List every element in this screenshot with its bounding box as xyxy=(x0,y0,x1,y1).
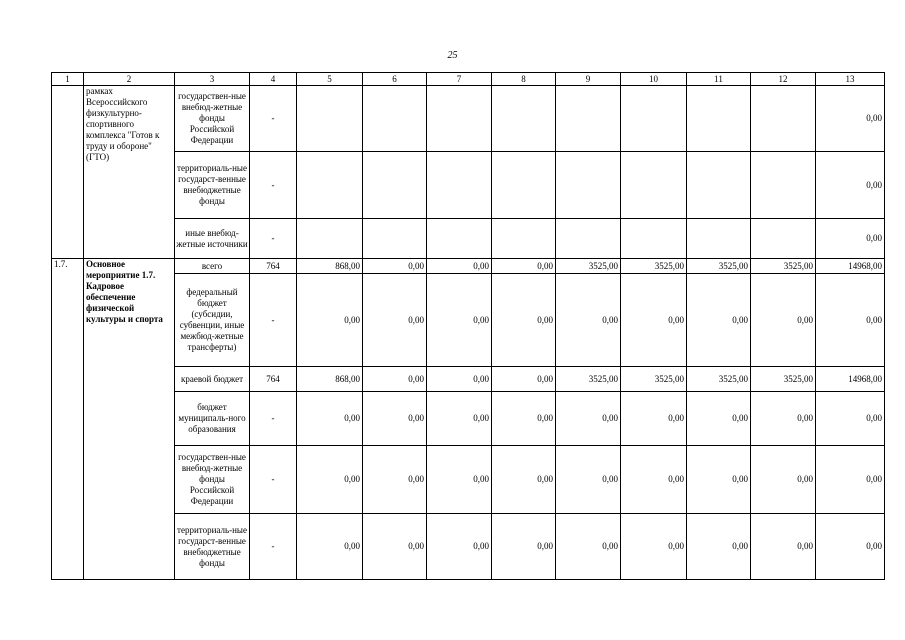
cell: 0,00 xyxy=(297,514,363,580)
table-row xyxy=(52,446,885,514)
cell: 0,00 xyxy=(687,514,751,580)
cell: 0,00 xyxy=(492,446,556,514)
cell: 3525,00 xyxy=(556,367,621,392)
cell: 0,00 xyxy=(621,392,687,446)
funding-source-cell: территориаль-ные государст-венные внебюджетные фонды xyxy=(175,152,250,219)
cell: - xyxy=(250,152,297,219)
cell: 0,00 xyxy=(297,274,363,367)
cell: - xyxy=(250,219,297,259)
cell: 0,00 xyxy=(621,446,687,514)
header-cell: 3 xyxy=(175,73,250,86)
cell: - xyxy=(250,86,297,152)
funding-source-cell: государствен-ные внебюд-жетные фонды Российской Федерации xyxy=(175,446,250,514)
cell: 0,00 xyxy=(816,514,885,580)
cell: 0,00 xyxy=(751,514,816,580)
header-cell: 1 xyxy=(52,73,84,86)
cell: 0,00 xyxy=(556,274,621,367)
table-row xyxy=(52,259,885,274)
table-row xyxy=(52,274,885,367)
cell: 0,00 xyxy=(751,392,816,446)
cell: 3525,00 xyxy=(687,259,751,274)
cell: 0,00 xyxy=(816,274,885,367)
cell: 3525,00 xyxy=(556,259,621,274)
table-row xyxy=(52,392,885,446)
program-name-cell: рамках Всероссийского физкультурно-спортивного комплекса "Готов к труду и обороне" (ГТО) xyxy=(84,86,175,259)
cell: - xyxy=(250,514,297,580)
header-cell: 11 xyxy=(687,73,751,86)
header-cell: 9 xyxy=(556,73,621,86)
cell: - xyxy=(250,392,297,446)
cell: 0,00 xyxy=(687,392,751,446)
cell: 0,00 xyxy=(363,274,427,367)
cell: 14968,00 xyxy=(816,367,885,392)
cell: 3525,00 xyxy=(751,259,816,274)
table-row xyxy=(52,367,885,392)
cell: 0,00 xyxy=(687,446,751,514)
cell: 3525,00 xyxy=(687,367,751,392)
cell: 0,00 xyxy=(621,514,687,580)
cell: 0,00 xyxy=(816,392,885,446)
cell: 0,00 xyxy=(427,392,492,446)
header-cell: 12 xyxy=(751,73,816,86)
cell: 0,00 xyxy=(363,259,427,274)
table-row xyxy=(52,219,885,259)
row-number-cell xyxy=(52,86,84,259)
cell: - xyxy=(250,446,297,514)
cell: 868,00 xyxy=(297,367,363,392)
header-row xyxy=(52,73,885,86)
header-cell: 13 xyxy=(816,73,885,86)
cell: 0,00 xyxy=(492,367,556,392)
cell: 0,00 xyxy=(427,446,492,514)
cell: 0,00 xyxy=(427,367,492,392)
table-row xyxy=(52,152,885,219)
header-cell: 7 xyxy=(427,73,492,86)
program-name-cell: Основное мероприятие 1.7. Кадровое обеспечение физической культуры и спорта xyxy=(84,259,175,580)
row-number-cell: 1.7. xyxy=(52,259,84,580)
funding-source-cell: бюджет муниципаль-ного образования xyxy=(175,392,250,446)
cell: 3525,00 xyxy=(621,367,687,392)
funding-source-cell: всего xyxy=(175,259,250,274)
cell: - xyxy=(250,274,297,367)
table-row xyxy=(52,86,885,152)
header-cell: 6 xyxy=(363,73,427,86)
cell: 0,00 xyxy=(297,392,363,446)
cell: 0,00 xyxy=(556,392,621,446)
cell: 0,00 xyxy=(492,392,556,446)
cell: 0,00 xyxy=(556,446,621,514)
cell: 0,00 xyxy=(363,367,427,392)
cell: 0,00 xyxy=(816,219,885,259)
funding-source-cell: государствен-ные внебюд-жетные фонды Российской Федерации xyxy=(175,86,250,152)
cell: 0,00 xyxy=(427,259,492,274)
cell: 764 xyxy=(250,259,297,274)
cell: 0,00 xyxy=(363,514,427,580)
funding-source-cell: краевой бюджет xyxy=(175,367,250,392)
header-cell: 8 xyxy=(492,73,556,86)
header-cell: 5 xyxy=(297,73,363,86)
cell: 0,00 xyxy=(363,392,427,446)
cell: 0,00 xyxy=(427,514,492,580)
funding-source-cell: территориаль-ные государст-венные внебюджетные фонды xyxy=(175,514,250,580)
cell: 14968,00 xyxy=(816,259,885,274)
cell: 0,00 xyxy=(492,274,556,367)
cell: 3525,00 xyxy=(621,259,687,274)
cell: 764 xyxy=(250,367,297,392)
cell: 0,00 xyxy=(492,514,556,580)
cell: 0,00 xyxy=(687,274,751,367)
funding-source-cell: федеральный бюджет (субсидии, субвенции, иные межбюд-жетные трансферты) xyxy=(175,274,250,367)
cell: 0,00 xyxy=(621,274,687,367)
header-cell: 2 xyxy=(84,73,175,86)
cell: 0,00 xyxy=(492,259,556,274)
cell: 0,00 xyxy=(816,446,885,514)
cell: 0,00 xyxy=(297,446,363,514)
budget-table xyxy=(51,72,885,580)
header-cell: 10 xyxy=(621,73,687,86)
page-number: 25 xyxy=(447,50,458,61)
cell: 0,00 xyxy=(427,274,492,367)
cell: 0,00 xyxy=(816,152,885,219)
funding-source-cell: иные внебюд-жетные источники xyxy=(175,219,250,259)
cell: 0,00 xyxy=(816,86,885,152)
cell: 0,00 xyxy=(363,446,427,514)
cell: 868,00 xyxy=(297,259,363,274)
cell: 0,00 xyxy=(556,514,621,580)
cell: 0,00 xyxy=(751,274,816,367)
cell: 3525,00 xyxy=(751,367,816,392)
table-row xyxy=(52,514,885,580)
cell: 0,00 xyxy=(751,446,816,514)
header-cell: 4 xyxy=(250,73,297,86)
